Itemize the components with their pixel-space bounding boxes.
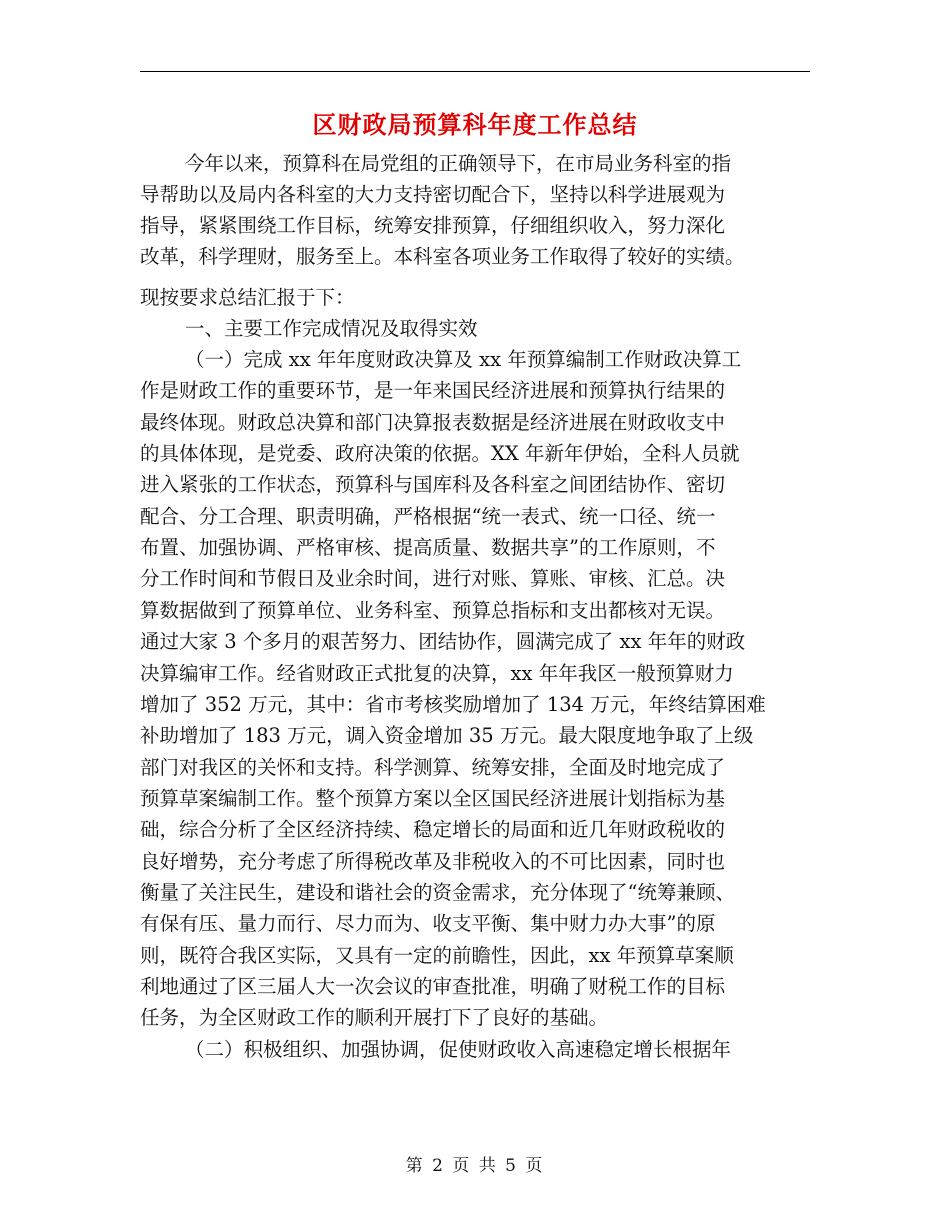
subsection-heading: （二）积极组织、加强协调，促使财政收入高速稳定增长根据年	[185, 1038, 732, 1061]
body-line: 最终体现。财政总决算和部门决算报表数据是经济进展在财政收支中	[140, 411, 726, 434]
body-line: 补助增加了 183 万元，调入资金增加 35 万元。最大限度地争取了上级	[140, 724, 754, 747]
subsection-heading: （一）完成 xx 年年度财政决算及 xx 年预算编制工作财政决算工	[185, 348, 742, 371]
body-line: 通过大家 3 个多月的艰苦努力、团结协作，圆满完成了 xx 年年的财政	[140, 630, 746, 653]
body-line: 利地通过了区三届人大一次会议的审查批准，明确了财税工作的目标	[140, 975, 726, 998]
body-line: 分工作时间和节假日及业余时间，进行对账、算账、审核、汇总。决	[140, 567, 726, 590]
page-number: 第 2 页 共 5 页	[405, 1156, 545, 1176]
body-line: 布置、加强协调、严格审核、提高质量、数据共享”的工作原则，不	[140, 536, 716, 559]
body-line: 础，综合分析了全区经济持续、稳定增长的局面和近几年财政税收的	[140, 818, 726, 841]
body-line: 算数据做到了预算单位、业务科室、预算总指标和支出都核对无误。	[140, 599, 726, 622]
body-line: 则，既符合我区实际，又具有一定的前瞻性，因此，xx 年预算草案顺	[140, 944, 734, 967]
body-line: 增加了 352 万元，其中：省市考核奖励增加了 134 万元，年终结算困难	[140, 693, 766, 716]
body-line: 导帮助以及局内各科室的大力支持密切配合下，坚持以科学进展观为	[140, 183, 726, 206]
body-line: 今年以来，预算科在局党组的正确领导下，在市局业务科室的指	[185, 152, 732, 175]
body-line: 指导，紧紧围绕工作目标，统筹安排预算，仔细组织收入，努力深化	[140, 214, 726, 237]
section-heading: 一、主要工作完成情况及取得实效	[185, 317, 478, 340]
body-line: 任务，为全区财政工作的顺利开展打下了良好的基础。	[140, 1006, 609, 1029]
body-line: 良好增势，充分考虑了所得税改革及非税收入的不可比因素，同时也	[140, 850, 726, 873]
body-line: 决算编审工作。经省财政正式批复的决算，xx 年年我区一般预算财力	[140, 662, 734, 685]
header-rule	[140, 71, 810, 72]
body-line: 改革，科学理财，服务至上。本科室各项业务工作取得了较好的实绩。	[140, 245, 745, 268]
body-line: 部门对我区的关怀和支持。科学测算、统筹安排，全面及时地完成了	[140, 756, 726, 779]
body-line: 作是财政工作的重要环节，是一年来国民经济进展和预算执行结果的	[140, 379, 726, 402]
body-line: 有保有压、量力而行、尽力而为、收支平衡、集中财力办大事”的原	[140, 912, 716, 935]
document-title: 区财政局预算科年度工作总结	[312, 110, 638, 139]
body-line: 的具体体现，是党委、政府决策的依据。XX 年新年伊始，全科人员就	[140, 442, 740, 465]
body-line: 衡量了关注民生，建设和谐社会的资金需求，充分体现了“统筹兼顾、	[140, 881, 735, 904]
body-line: 进入紧张的工作状态，预算科与国库科及各科室之间团结协作、密切	[140, 473, 726, 496]
body-line: 现按要求总结汇报于下：	[140, 286, 355, 309]
body-line: 配合、分工合理、职责明确，严格根据“统一表式、统一口径、统一	[140, 505, 716, 528]
body-line: 预算草案编制工作。整个预算方案以全区国民经济进展计划指标为基	[140, 787, 726, 810]
